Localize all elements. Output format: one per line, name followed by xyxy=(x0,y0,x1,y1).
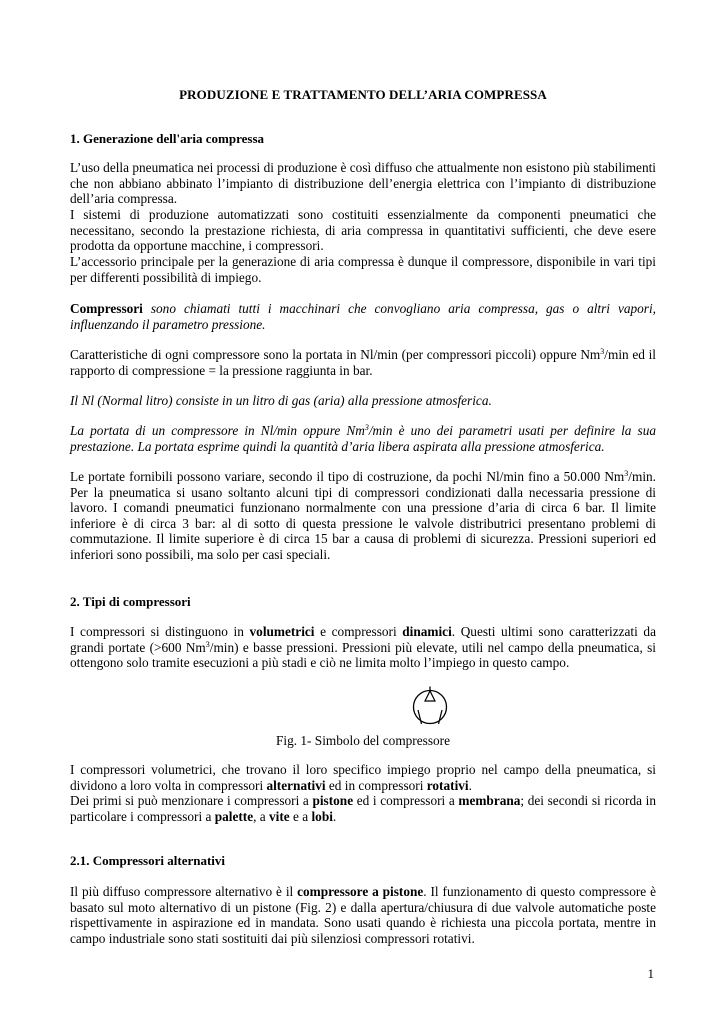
compressor-types-paragraph xyxy=(70,624,656,671)
rotativi-term: rotativi xyxy=(426,777,469,793)
superscript: 3 xyxy=(624,469,629,478)
subtypes-text-a: Dei primi si può menzionare i compressori a xyxy=(70,793,313,808)
subtypes-text-e: , a xyxy=(253,808,270,824)
compressore-a-pistone-term: compressore a pistone xyxy=(297,884,424,899)
types-text-d: . Questi ultimi sono caratterizzati da grandi portate (>600 Nm xyxy=(70,624,656,655)
superscript: 3 xyxy=(205,639,210,649)
characteristics-paragraph xyxy=(70,347,656,378)
section-2-heading: 2. Tipi di compressori xyxy=(70,594,191,609)
characteristics-text-a: Caratteristiche di ogni compressore sono la portata in Nl/min (per compressori piccoli) oppure Nm xyxy=(70,347,601,362)
volumetric-paragraph xyxy=(70,762,656,793)
flow-limits-paragraph xyxy=(70,469,656,562)
flow-limits-text-a: Le portate fornibili possono variare, secondo il tipo di costruzione, da pochi Nl/min fino a 50.000 Nm xyxy=(70,469,625,484)
alternativi-term: alternativi xyxy=(266,777,326,793)
flow-rate-text-a: La portata di un compressore in Nl/min oppure Nm xyxy=(70,423,365,438)
normal-litre-definition: Il Nl (Normal litro) consiste in un litro di gas (aria) alla pressione atmosferica. xyxy=(70,393,492,408)
compressori-term: Compressori xyxy=(70,301,143,316)
superscript: 3 xyxy=(600,347,605,356)
s1-paragraph-1: L’uso della pneumatica nei processi di produzione è così diffuso che attualmente non esistono più stabilimenti che non abbiano abbinato l’impianto di distribuzione dell’energia elettrica con l’impianto di distribuzione dell’aria compressa. xyxy=(70,160,656,206)
subtypes-text-g: . xyxy=(332,808,337,824)
subtypes-text-f: e a xyxy=(289,808,312,824)
superscript: 3 xyxy=(364,423,369,432)
subtypes-text-c: ed i compressori a xyxy=(353,793,459,808)
lobi-term: lobi xyxy=(311,808,333,824)
compressor-symbol-icon xyxy=(410,686,450,726)
flow-rate-paragraph xyxy=(70,423,656,454)
section-2-1-heading: 2.1. Compressori alternativi xyxy=(70,853,226,868)
compressor-definition xyxy=(70,301,656,332)
types-text-e: /min) e basse pressioni. Pressioni più elevate, utili nel campo della pneumatica, si ottengono solo tramite esecuzioni a più stadi e ciò ne limita molto l’impiego in questo campo. xyxy=(70,639,656,670)
volumetric-text-c: ed in compressori xyxy=(325,777,427,793)
s1-paragraph-2: I sistemi di produzione automatizzati sono costituiti essenzialmente da componenti pneumatici che necessitano, secondo la prestazione richiesta, di aria compressa in quantitativi sufficienti, che deve esere prodotta da opportune macchine, i compressori. xyxy=(70,207,656,253)
figure-caption: Fig. 1- Simbolo del compressore xyxy=(276,733,450,748)
subtypes-text-d: ; dei secondi si ricorda in particolare i compressori a xyxy=(70,793,656,824)
subtypes-paragraph xyxy=(70,793,656,824)
piston-text-c: . Il funzionamento di questo compressore è basato sul moto alternativo di un pistone (Fig. 2) e dalla apertura/chiusura di due valvole automatiche poste rispettivamente in aspirazione ed in mandata. Sono usati quando è richiesta una piccola portata, mentre in campo industriale sono stati sostituiti dai più silenziosi compressori rotativi. xyxy=(70,884,656,946)
page-number: 1 xyxy=(647,966,654,981)
characteristics-text-b: /min ed il rapporto di compressione = la pressione raggiunta in bar. xyxy=(70,347,656,378)
page-title: PRODUZIONE E TRATTAMENTO DELL’ARIA COMPRESSA xyxy=(179,87,547,102)
section-1-heading: 1. Generazione dell'aria compressa xyxy=(70,131,265,146)
s1-paragraph-3: L’accessorio principale per la generazione di aria compressa è dunque il compressore, disponibile in vari tipi per differenti possibilità di impiego. xyxy=(70,254,656,285)
vite-term: vite xyxy=(269,808,290,824)
palette-term: palette xyxy=(214,808,254,824)
types-text-a: I compressori si distinguono in xyxy=(70,624,250,639)
flow-limits-text-b: /min. Per la pneumatica si usano soltanto alcuni tipi di compressori condizionati dalla necessaria pressione di lavoro. I comandi pneumatici funzionano normalmente con una pressione d’aria di circa 6 bar. Il limite inferiore è di circa 3 bar: al di sotto di questa pressione le valvole distributrici presentano problemi di commutazione. Il limite superiore è di circa 15 bar a causa di problemi di sicurezza. Pressioni superiori ed inferiori sono possibili, ma solo per casi speciali. xyxy=(70,469,656,562)
pistone-term: pistone xyxy=(312,793,354,808)
compressori-definition-text: sono chiamati tutti i macchinari che convogliano aria compressa, gas o altri vapori, influenzando il parametro pressione. xyxy=(70,301,656,332)
membrana-term: membrana xyxy=(458,793,521,808)
volumetrici-term: volumetrici xyxy=(249,624,315,639)
types-text-c: e compressori xyxy=(314,624,403,639)
flow-rate-text-b: /min è uno dei parametri usati per definire la sua prestazione. La portata esprime quindi la quantità d’aria libera aspirata alla pressione atmosferica. xyxy=(70,423,656,454)
dinamici-term: dinamici xyxy=(402,624,452,639)
volumetric-text-d: . xyxy=(468,777,472,793)
volumetric-text-a: I compressori volumetrici, che trovano il loro specifico impiego proprio nel campo della pneumatica, si dividono a loro volta in compressori xyxy=(70,762,656,793)
piston-compressor-paragraph xyxy=(70,884,656,946)
piston-text-a: Il più diffuso compressore alternativo è il xyxy=(70,884,298,899)
